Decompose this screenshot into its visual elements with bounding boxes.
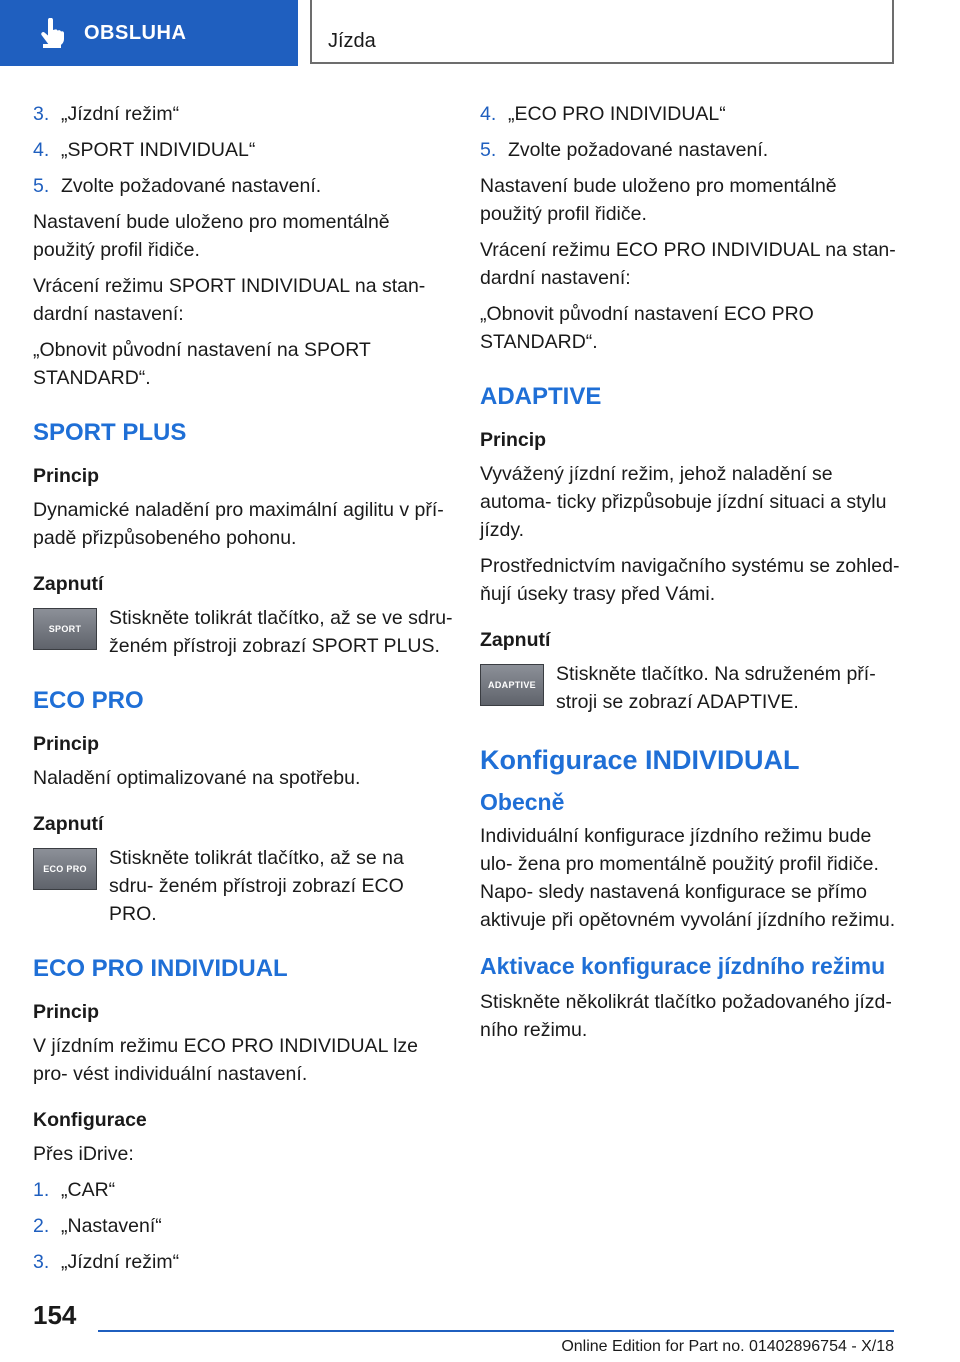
- list-item: [480, 136, 900, 164]
- list-number: 4.: [33, 139, 50, 161]
- heading-eco-pro: ECO PRO: [33, 687, 144, 714]
- list-text: „Nastavení“: [61, 1215, 162, 1237]
- list-item: [33, 172, 453, 200]
- list-number: 2.: [33, 1215, 50, 1237]
- list-text: „CAR“: [61, 1179, 116, 1201]
- list-number: 3.: [33, 1251, 50, 1273]
- subheading-princip: Princip: [33, 1001, 100, 1023]
- tab-label: OBSLUHA: [84, 21, 187, 44]
- list-number: 4.: [480, 103, 497, 125]
- button-image-label: ADAPTIVE: [488, 680, 536, 690]
- heading-adaptive: ADAPTIVE: [480, 383, 602, 410]
- paragraph: Nastavení bude uloženo pro momentálně použitý profil řidiče.: [480, 175, 837, 225]
- paragraph: Vrácení režimu ECO PRO INDIVIDUAL na stan- dardní nastavení:: [480, 239, 896, 289]
- page-number: 154: [33, 1300, 77, 1330]
- list-item: [33, 1212, 453, 1240]
- instruction-text: Stiskněte tolikrát tlačítko, až se na sdru- ženém přístroji zobrazí ECO PRO.: [109, 847, 404, 925]
- paragraph: V jízdním režimu ECO PRO INDIVIDUAL lze pro- vést individuální nastavení.: [33, 1035, 419, 1085]
- heading-obecne: Obecně: [480, 789, 565, 815]
- paragraph: Stiskněte několikrát tlačítko požadovaného jízd- ního režimu.: [480, 991, 892, 1041]
- left-column: [33, 100, 453, 1284]
- list-item: [33, 136, 453, 164]
- footer-edition: Online Edition for Part no. 01402896754 - X/18: [561, 1338, 894, 1355]
- subheading-princip: Princip: [33, 465, 100, 487]
- paragraph: Vrácení režimu SPORT INDIVIDUAL na stan- dardní nastavení:: [33, 275, 426, 325]
- right-column: [480, 100, 900, 1052]
- list-number: 3.: [33, 103, 50, 125]
- button-instruction: [33, 604, 453, 660]
- list-item: [33, 1176, 453, 1204]
- list-text: „ECO PRO INDIVIDUAL“: [508, 103, 726, 125]
- list-text: „SPORT INDIVIDUAL“: [61, 139, 256, 161]
- list-text: Zvolte požadované nastavení.: [508, 139, 769, 161]
- list-text: Zvolte požadované nastavení.: [61, 175, 322, 197]
- subheading-zapnuti: Zapnutí: [33, 573, 104, 595]
- section-title: Jízda: [328, 30, 376, 52]
- adaptive-button-image: [480, 664, 544, 706]
- paragraph: „Obnovit původní nastavení ECO PRO STANDARD“.: [480, 303, 814, 353]
- paragraph: Individuální konfigurace jízdního režimu bude ulo- žena pro momentálně použitý profil řidiče. Napo- sledy nastavená konfigurace se přímo aktivuje při opětovném vyvolání jízdního režimu.: [480, 825, 896, 931]
- paragraph: Přes iDrive:: [33, 1143, 134, 1165]
- subheading-princip: Princip: [33, 733, 100, 755]
- button-instruction: [33, 844, 453, 928]
- heading-konfigurace-individual: Konfigurace INDIVIDUAL: [480, 745, 800, 775]
- paragraph: Prostřednictvím navigačního systému se zohled- ňují úseky trasy před Vámi.: [480, 555, 900, 605]
- list-item: [480, 100, 900, 128]
- subheading-princip: Princip: [480, 429, 547, 451]
- button-image-label: SPORT: [48, 624, 82, 634]
- list-number: 1.: [33, 1179, 50, 1201]
- eco-pro-button-image: [33, 848, 97, 890]
- header-tab: [0, 0, 298, 66]
- list-number: 5.: [33, 175, 50, 197]
- paragraph: Vyvážený jízdní režim, jehož naladění se automa- ticky přizpůsobuje jízdní situaci a stylu jízdy.: [480, 463, 887, 541]
- list-text: „Jízdní režim“: [61, 1251, 180, 1273]
- footer-divider: [98, 1330, 894, 1332]
- list-item: [33, 1248, 453, 1276]
- paragraph: Dynamické naladění pro maximální agilitu v pří- padě přizpůsobeného pohonu.: [33, 499, 444, 549]
- header-section-box: [310, 0, 894, 64]
- button-image-label: ECO PRO: [43, 864, 87, 874]
- heading-sport-plus: SPORT PLUS: [33, 419, 187, 446]
- subheading-zapnuti: Zapnutí: [33, 813, 104, 835]
- hand-pointer-icon: [38, 18, 66, 48]
- paragraph: Naladění optimalizované na spotřebu.: [33, 767, 361, 789]
- instruction-text: Stiskněte tlačítko. Na sdruženém pří- stroji se zobrazí ADAPTIVE.: [556, 663, 876, 713]
- heading-eco-pro-individual: ECO PRO INDIVIDUAL: [33, 955, 288, 982]
- subheading-zapnuti: Zapnutí: [480, 629, 551, 651]
- instruction-text: Stiskněte tolikrát tlačítko, až se ve sdru- ženém přístroji zobrazí SPORT PLUS.: [109, 607, 453, 657]
- list-item: [33, 100, 453, 128]
- subheading-konfigurace: Konfigurace: [33, 1109, 147, 1131]
- button-instruction: [480, 660, 900, 716]
- paragraph: „Obnovit původní nastavení na SPORT STANDARD“.: [33, 339, 371, 389]
- paragraph: Nastavení bude uloženo pro momentálně použitý profil řidiče.: [33, 211, 390, 261]
- list-text: „Jízdní režim“: [61, 103, 180, 125]
- sport-button-image: [33, 608, 97, 650]
- list-number: 5.: [480, 139, 497, 161]
- heading-aktivace: Aktivace konfigurace jízdního režimu: [480, 953, 886, 979]
